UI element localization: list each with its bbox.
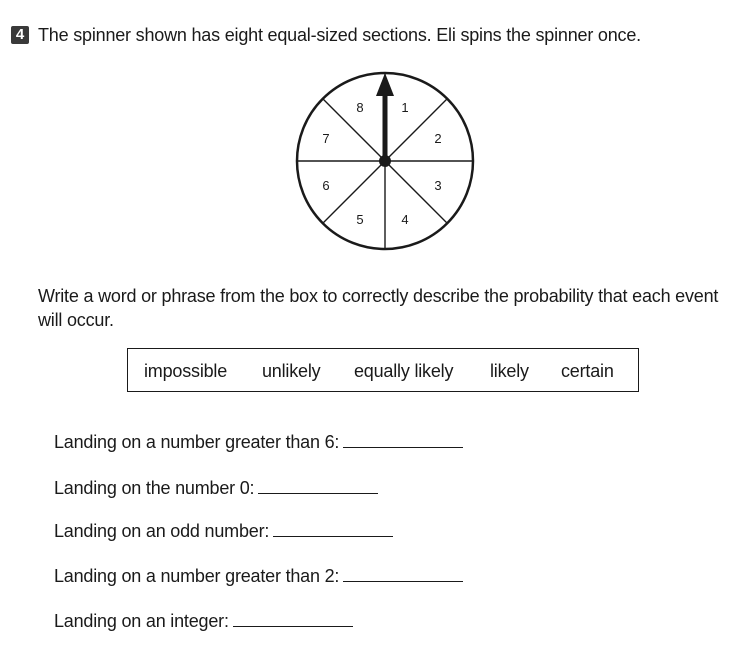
word-bank-box <box>127 348 639 392</box>
event-item <box>54 610 353 632</box>
spinner-arrow <box>376 73 394 167</box>
event-item <box>54 520 393 542</box>
spinner-label-5: 5 <box>356 212 364 227</box>
word-bank-item-impossible: impossible <box>144 361 228 381</box>
event-label: Landing on a number greater than 2: <box>54 566 340 586</box>
word-bank-item-certain: certain <box>561 361 614 381</box>
question-number-badge: 4 <box>11 26 29 44</box>
event-label: Landing on an integer: <box>54 611 229 631</box>
answer-blank[interactable] <box>258 479 378 494</box>
answer-blank[interactable] <box>343 433 463 448</box>
word-bank-item-equally-likely: equally likely <box>354 361 454 381</box>
word-bank-item-unlikely: unlikely <box>262 361 321 381</box>
event-label: Landing on the number 0: <box>54 478 255 498</box>
event-item <box>54 477 378 499</box>
question-text: The spinner shown has eight equal-sized sections. Eli spins the spinner once. <box>38 25 641 45</box>
word-bank-item-likely: likely <box>490 361 529 381</box>
event-item <box>54 565 463 587</box>
spinner-label-6: 6 <box>322 178 330 193</box>
spinner-label-8: 8 <box>356 100 364 115</box>
answer-blank[interactable] <box>273 522 393 537</box>
spinner-label-4: 4 <box>401 212 409 227</box>
spinner-label-2: 2 <box>434 131 442 146</box>
event-label: Landing on an odd number: <box>54 521 270 541</box>
answer-blank[interactable] <box>233 612 353 627</box>
event-item <box>54 431 463 453</box>
instruction-text: Write a word or phrase from the box to correctly describe the probability that each event will occur. <box>38 286 719 330</box>
spinner-label-3: 3 <box>434 178 442 193</box>
event-label: Landing on a number greater than 6: <box>54 432 340 452</box>
spinner-diagram <box>290 66 480 256</box>
spinner-label-7: 7 <box>322 131 330 146</box>
spinner-label-1: 1 <box>401 100 409 115</box>
answer-blank[interactable] <box>343 567 463 582</box>
